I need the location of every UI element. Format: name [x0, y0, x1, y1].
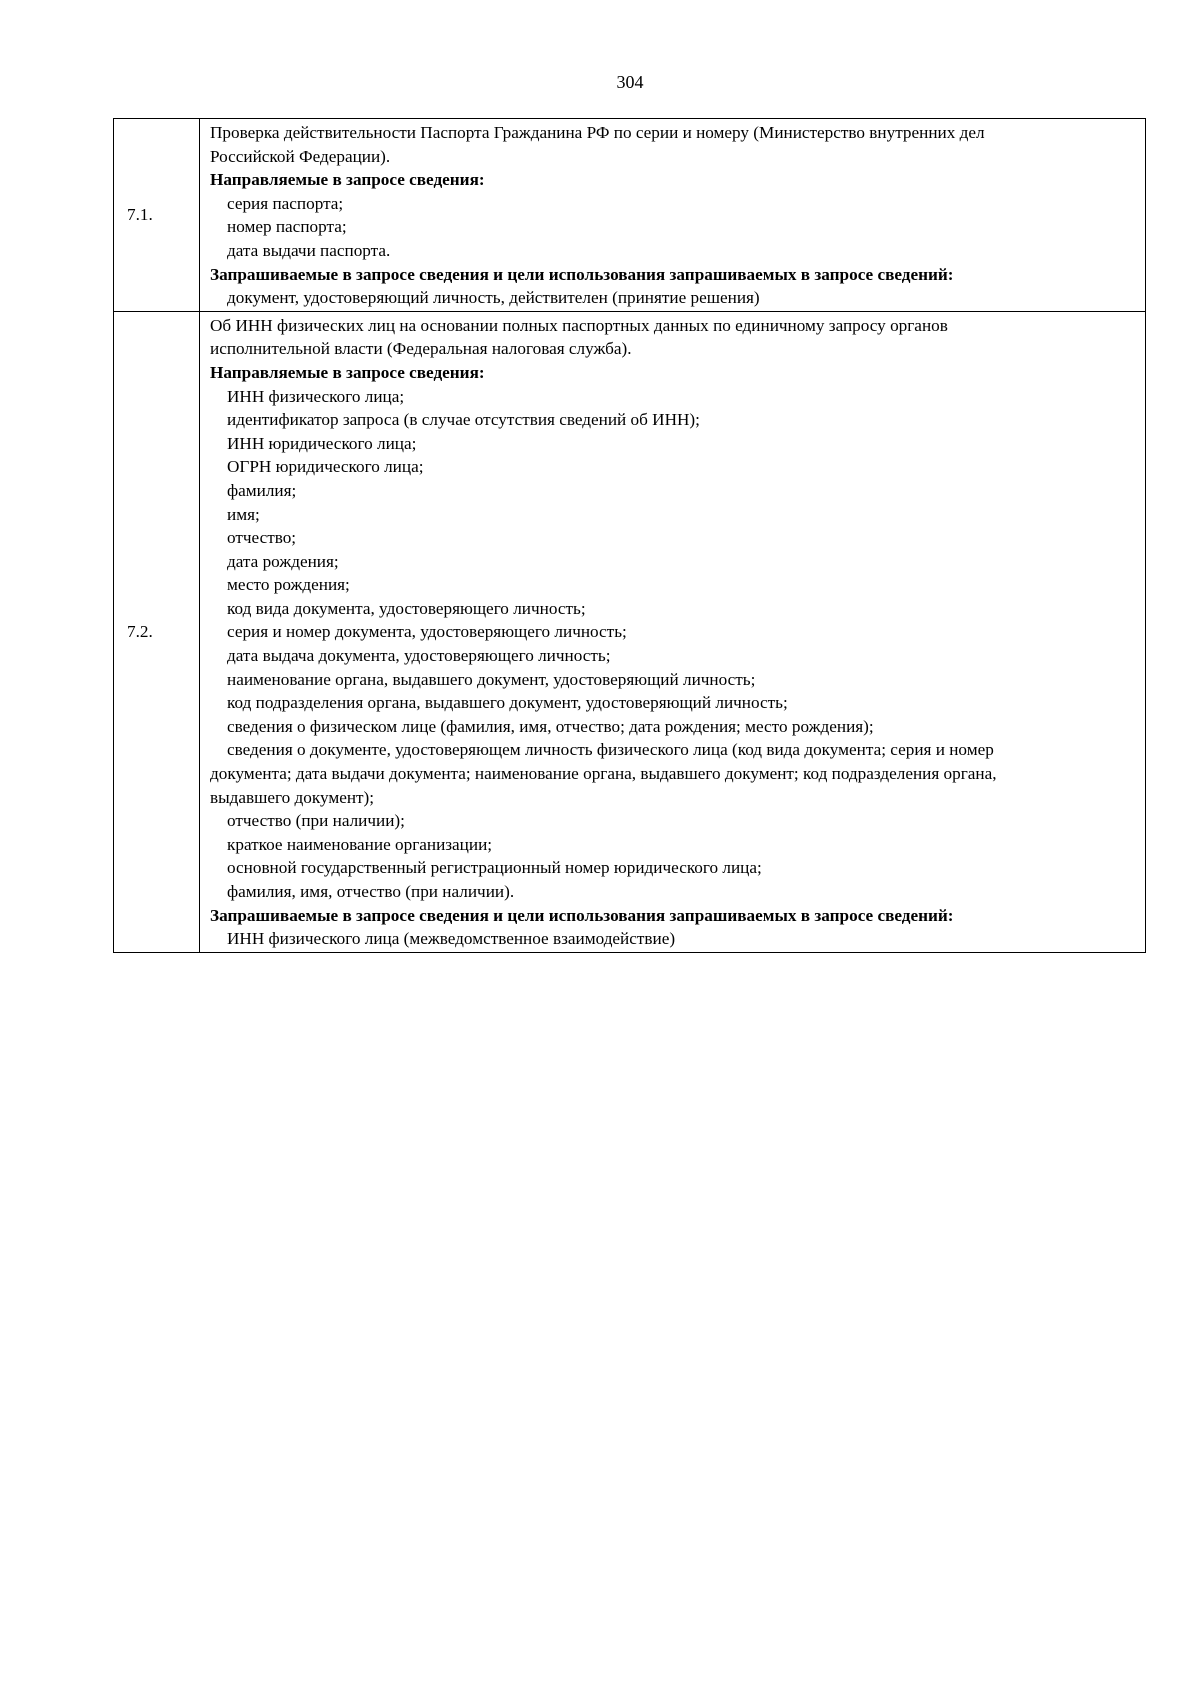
list-item: дата выдачи паспорта. — [227, 240, 391, 260]
row-content — [200, 311, 1146, 952]
description-line: Проверка действительности Паспорта Гражданина РФ по серии и номеру (Министерство внутренних дел — [210, 123, 985, 142]
section-heading: Запрашиваемые в запросе сведения и цели использования запрашиваемых в запросе сведений: — [210, 264, 954, 284]
list-item: сведения о физическом лице (фамилия, имя, отчество; дата рождения; место рождения); — [227, 716, 874, 736]
list-item-continuation: документа; дата выдачи документа; наименование органа, выдавшего документ; код подразделения органа, — [210, 764, 997, 784]
list-item: фамилия; — [227, 480, 297, 500]
services-table — [113, 118, 1146, 953]
list-item: дата рождения; — [227, 551, 339, 571]
list-item: серия и номер документа, удостоверяющего личность; — [227, 622, 627, 642]
list-item: идентификатор запроса (в случае отсутствия сведений об ИНН); — [227, 410, 700, 430]
list-item: дата выдача документа, удостоверяющего личность; — [227, 646, 611, 666]
list-item: отчество (при наличии); — [227, 811, 405, 831]
section-heading: Направляемые в запросе сведения: — [210, 362, 485, 382]
list-item: номер паспорта; — [227, 217, 347, 237]
list-item-continuation: выдавшего документ); — [210, 787, 375, 807]
list-item: краткое наименование организации; — [227, 834, 493, 854]
section-heading: Направляемые в запросе сведения: — [210, 170, 485, 190]
section-heading: Запрашиваемые в запросе сведения и цели использования запрашиваемых в запросе сведений: — [210, 905, 954, 925]
table-row — [114, 311, 1146, 952]
list-item: место рождения; — [227, 575, 350, 595]
list-item: сведения о документе, удостоверяющем личность физического лица (код вида документа; серия и номер — [227, 740, 994, 760]
list-item: серия паспорта; — [227, 193, 344, 213]
list-item: ОГРН юридического лица; — [227, 457, 424, 477]
list-item: ИНН физического лица (межведомственное взаимодействие) — [227, 929, 676, 949]
list-item: фамилия, имя, отчество (при наличии). — [227, 882, 515, 901]
table-row — [114, 119, 1146, 312]
description-line: Об ИНН физических лиц на основании полных паспортных данных по единичному запросу органов — [210, 315, 948, 335]
row-content — [200, 119, 1146, 312]
row-number: 7.2. — [114, 311, 200, 952]
list-item: документ, удостоверяющий личность, действителен (принятие решения) — [227, 288, 760, 308]
description-line: исполнительной власти (Федеральная налоговая служба). — [210, 339, 632, 359]
list-item: отчество; — [227, 528, 297, 548]
row-number: 7.1. — [114, 119, 200, 312]
list-item: наименование органа, выдавшего документ, удостоверяющий личность; — [227, 669, 756, 689]
list-item: код подразделения органа, выдавшего документ, удостоверяющий личность; — [227, 693, 788, 713]
list-item: имя; — [227, 504, 260, 524]
list-item: ИНН юридического лица; — [227, 433, 417, 453]
description-line: Российской Федерации). — [210, 146, 391, 166]
page-number: 304 — [616, 72, 644, 92]
list-item: основной государственный регистрационный номер юридического лица; — [227, 858, 762, 878]
list-item: код вида документа, удостоверяющего личность; — [227, 598, 586, 618]
list-item: ИНН физического лица; — [227, 386, 405, 406]
